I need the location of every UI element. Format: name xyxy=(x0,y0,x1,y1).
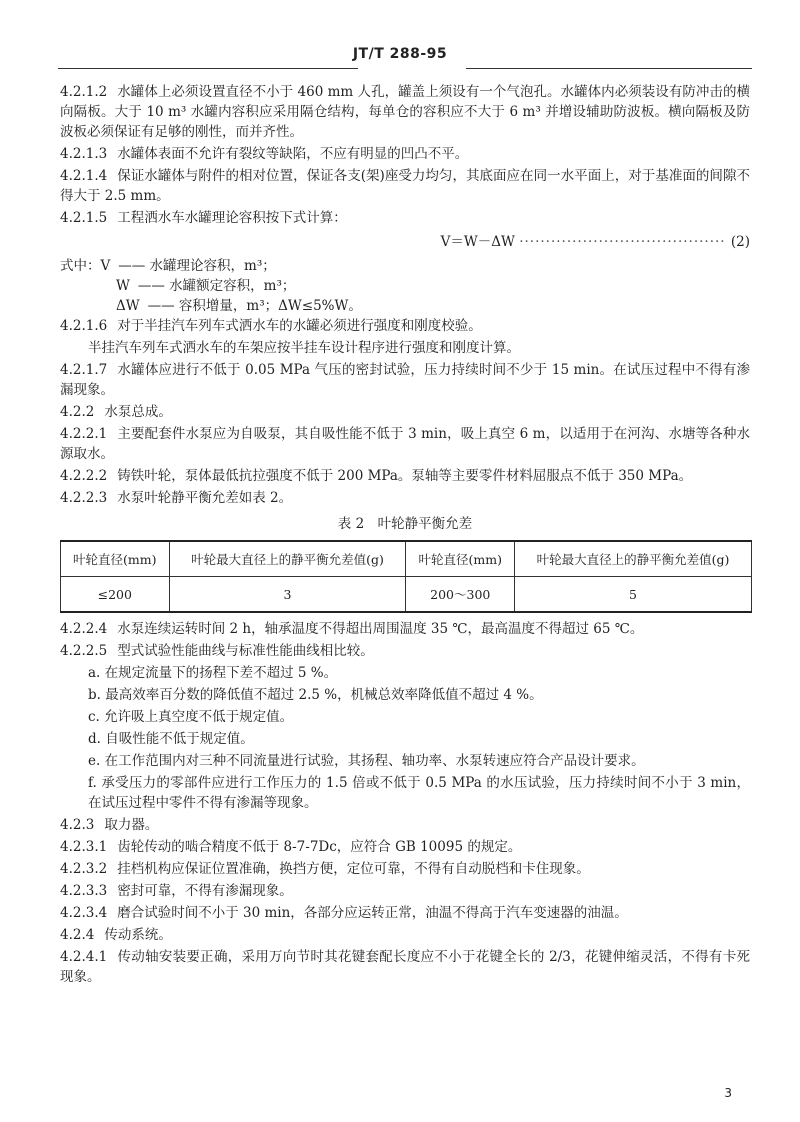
clause-text: 水泵连续运转时间 2 h，轴承温度不得超出周围温度 35 ℃，最高温度不得超过 65 ℃。 xyxy=(117,621,644,637)
symbol-description: —— 水罐额定容积，m³； xyxy=(137,278,296,294)
list-item: b. 最高效率百分数的降低值不超过 2.5 %，机械总效率降低值不超过 4 %。 xyxy=(88,687,543,703)
clause-paragraph xyxy=(60,338,750,358)
symbol: W xyxy=(116,278,130,294)
clause-paragraph xyxy=(60,837,750,857)
clause-number: 4.2.2.1 xyxy=(60,426,108,442)
clause-paragraph xyxy=(60,424,750,464)
clause-paragraph xyxy=(60,402,750,422)
list-item: c. 允许吸上真空度不低于规定值。 xyxy=(88,709,294,725)
symbol: ΔW xyxy=(116,298,140,314)
clause-text: 水罐体表面不允许有裂纹等缺陷，不应有明显的凹凸不平。 xyxy=(117,146,469,162)
clause-paragraph xyxy=(60,881,750,901)
clause-paragraph xyxy=(60,360,750,400)
impeller-balance-table xyxy=(60,540,752,613)
table-header-cell: 叶轮最大直径上的静平衡允差值(g) xyxy=(169,541,406,577)
clause-text: 半挂汽车列车式洒水车的车架应按半挂车设计程序进行强度和刚度计算。 xyxy=(88,340,520,356)
clause-number: 4.2.3.4 xyxy=(60,905,108,921)
clause-paragraph xyxy=(60,925,750,945)
clause-number: 4.2.1.7 xyxy=(60,362,108,378)
clause-number: 4.2.3.3 xyxy=(60,883,108,899)
clause-paragraph xyxy=(60,641,750,661)
document-body xyxy=(60,82,750,989)
clause-text: 磨合试验时间不小于 30 min，各部分应运转正常，油温不得高于汽车变速器的油温。 xyxy=(117,905,628,921)
clause-text: 齿轮传动的啮合精度不低于 8-7-7Dc，应符合 GB 10095 的规定。 xyxy=(117,839,522,855)
list-item: d. 自吸性能不低于规定值。 xyxy=(88,731,254,747)
clause-paragraph xyxy=(60,488,750,508)
table-cell: 3 xyxy=(169,577,406,613)
list-item: f. 承受压力的零部件应进行工作压力的 1.5 倍或不低于 0.5 MPa 的水压试验，压力持续时间不小于 3 min，在试压过程中零件不得有渗漏等现象。 xyxy=(88,775,750,811)
clause-number: 4.2.1.5 xyxy=(60,210,108,226)
symbol-definition xyxy=(60,256,750,276)
symbol-description: —— 水罐理论容积，m³； xyxy=(118,258,276,274)
table-cell: 200～300 xyxy=(406,577,515,613)
symbol: 式中：V xyxy=(60,258,111,274)
clause-number: 4.2.4.1 xyxy=(60,949,108,965)
clause-paragraph xyxy=(60,859,750,879)
formula-expression: V＝W－ΔW xyxy=(440,234,515,250)
clause-number: 4.2.3 xyxy=(60,817,95,833)
clause-paragraph xyxy=(60,82,750,142)
clause-number: 4.2.2 xyxy=(60,404,95,420)
clause-number: 4.2.3.1 xyxy=(60,839,108,855)
list-item: e. 在工作范围内对三种不同流量进行试验，其扬程、轴功率、水泵转速应符合产品设计要求。 xyxy=(88,753,645,769)
symbol-description: —— 容积增量，m³；ΔW≤5%W。 xyxy=(147,298,362,314)
clause-paragraph xyxy=(60,466,750,486)
formula-leader: ······································· xyxy=(519,234,731,250)
clause-number: 4.2.3.2 xyxy=(60,861,108,877)
clause-number: 4.2.1.3 xyxy=(60,146,108,162)
clause-number: 4.2.1.6 xyxy=(60,318,108,334)
list-item: a. 在规定流量下的扬程下差不超过 5 %。 xyxy=(88,665,338,681)
clause-text: 挂档机构应保证位置准确，换挡方便，定位可靠，不得有自动脱档和卡住现象。 xyxy=(117,861,590,877)
table-row xyxy=(61,577,752,613)
clause-text: 对于半挂汽车列车式洒水车的水罐必须进行强度和刚度校验。 xyxy=(117,318,482,334)
header-rule-right xyxy=(466,68,752,69)
clause-text: 传动系统。 xyxy=(104,927,172,943)
clause-text: 水罐体上必须设置直径不小于 460 mm 人孔，罐盖上须设有一个气泡孔。水罐体内必须装设有防冲击的横向隔板。大于 10 m³ 水罐内容积应采用隔仓结构，每单仓的容积应不大于 6 m³ 并增设辅助防波板。横向隔板及防波板必须保证有足够的刚性，而并齐性。 xyxy=(60,84,750,140)
clause-text: 水泵叶轮静平衡允差如表 2。 xyxy=(117,490,293,506)
table-header-cell: 叶轮直径(mm) xyxy=(406,541,515,577)
clause-number: 4.2.2.4 xyxy=(60,621,108,637)
symbol-definition xyxy=(60,296,750,316)
clause-text: 取力器。 xyxy=(104,817,159,833)
clause-paragraph xyxy=(60,619,750,639)
clause-text: 保证水罐体与附件的相对位置，保证各支(架)座受力均匀，其底面应在同一水平面上，对于基准面的间隙不得大于 2.5 mm。 xyxy=(60,168,750,204)
table-header-cell: 叶轮最大直径上的静平衡允差值(g) xyxy=(515,541,752,577)
clause-paragraph xyxy=(60,947,750,987)
standard-code: JT/T 288-95 xyxy=(352,46,448,62)
clause-paragraph xyxy=(60,903,750,923)
table-cell: 5 xyxy=(515,577,752,613)
clause-paragraph xyxy=(60,144,750,164)
clause-paragraph xyxy=(60,166,750,206)
clause-text: 水泵总成。 xyxy=(104,404,172,420)
symbol-definition xyxy=(60,276,750,296)
clause-number: 4.2.2.5 xyxy=(60,643,108,659)
clause-number: 4.2.1.4 xyxy=(60,168,108,184)
clause-number: 4.2.2.3 xyxy=(60,490,108,506)
clause-text: 传动轴安装要正确，采用万向节时其花键套配长度应不小于花键全长的 2/3，花键伸缩灵活，不得有卡死现象。 xyxy=(60,949,750,985)
formula xyxy=(60,232,750,252)
clause-paragraph xyxy=(60,316,750,336)
clause-paragraph xyxy=(60,815,750,835)
clause-text: 工程洒水车水罐理论容积按下式计算： xyxy=(117,210,347,226)
clause-text: 主要配套件水泵应为自吸泵，其自吸性能不低于 3 min，吸上真空 6 m，以适用于在河沟、水塘等各种水源取水。 xyxy=(60,426,750,462)
clause-text: 密封可靠，不得有渗漏现象。 xyxy=(117,883,293,899)
table-title: 表 2 叶轮静平衡允差 xyxy=(337,516,473,532)
table-header-cell: 叶轮直径(mm) xyxy=(61,541,170,577)
table-header-row xyxy=(61,541,752,577)
clause-text: 水罐体应进行不低于 0.05 MPa 气压的密封试验，压力持续时间不少于 15 min。在试压过程中不得有渗漏现象。 xyxy=(60,362,750,398)
clause-text: 铸铁叶轮，泵体最低抗拉强度不低于 200 MPa。泵轴等主要零件材料屈服点不低于 350 MPa。 xyxy=(117,468,693,484)
formula-number: (2) xyxy=(730,234,750,250)
clause-number: 4.2.2.2 xyxy=(60,468,108,484)
clause-text: 型式试验性能曲线与标准性能曲线相比较。 xyxy=(117,643,374,659)
clause-number: 4.2.4 xyxy=(60,927,95,943)
clause-number: 4.2.1.2 xyxy=(60,84,108,100)
page-number: 3 xyxy=(724,1086,732,1100)
table-cell: ≤200 xyxy=(61,577,170,613)
header-rule-left xyxy=(58,68,358,69)
clause-paragraph xyxy=(60,208,750,228)
